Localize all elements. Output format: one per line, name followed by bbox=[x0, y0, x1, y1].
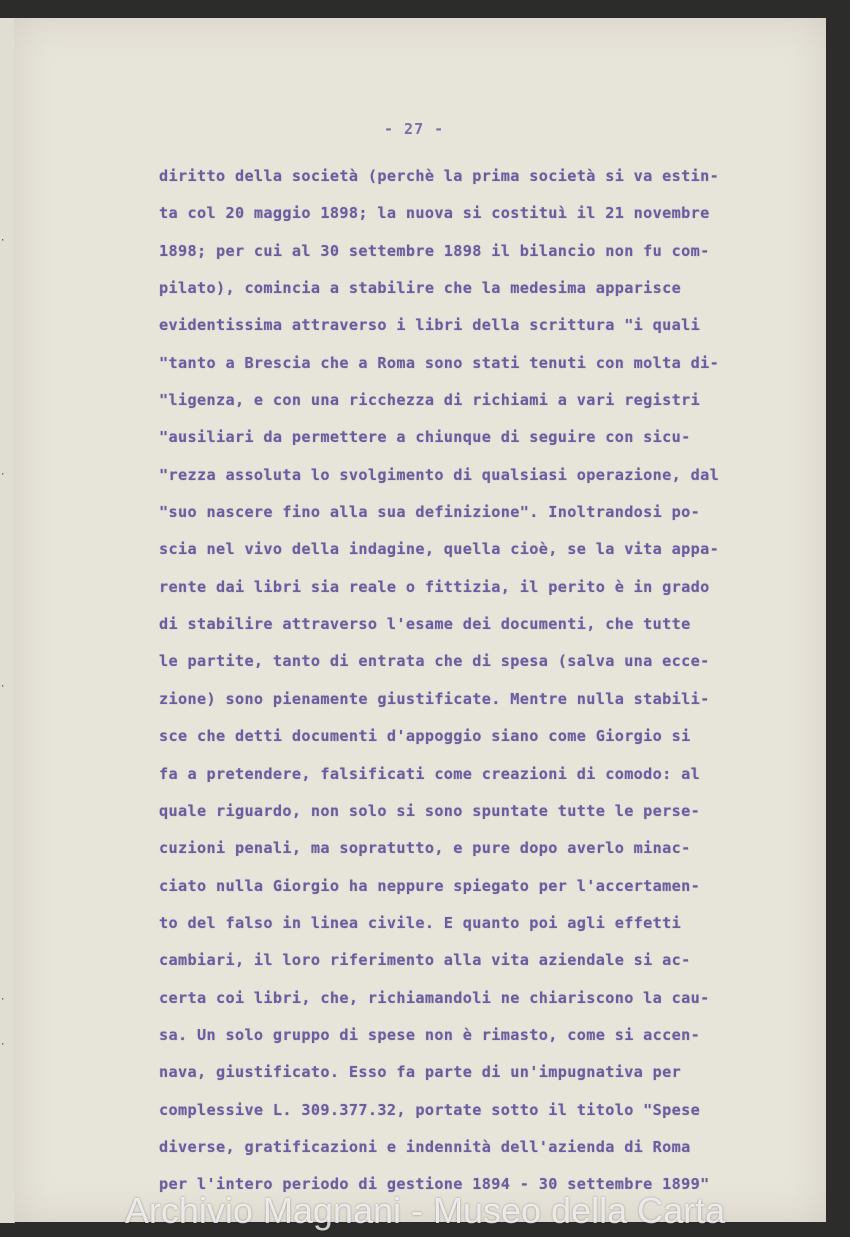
margin-mark: · bbox=[0, 236, 6, 246]
text-line: diverse, gratificazioni e indennità dell'azienda di Roma bbox=[159, 1137, 691, 1156]
text-line: evidentissima attraverso i libri della scrittura "i quali bbox=[159, 316, 701, 335]
text-line: "tanto a Brescia che a Roma sono stati tenuti con molta di- bbox=[159, 353, 720, 372]
text-line: diritto della società (perchè la prima società si va estin- bbox=[159, 167, 720, 185]
text-line: "rezza assoluta lo svolgimento di qualsiasi operazione, dal bbox=[159, 465, 720, 484]
text-line: "ausiliari da permettere a chiunque di seguire con sicu- bbox=[159, 428, 691, 447]
text-line: cambiari, il loro riferimento alla vita aziendale si ac- bbox=[159, 951, 691, 970]
text-line: ciato nulla Giorgio ha neppure spiegato per l'accertamen- bbox=[159, 876, 701, 895]
text-line: to del falso in linea civile. E quanto poi agli effetti bbox=[159, 913, 682, 932]
text-line: di stabilire attraverso l'esame dei documenti, che tutte bbox=[159, 615, 691, 634]
text-line: certa coi libri, che, richiamandoli ne chiariscono la cau- bbox=[159, 988, 710, 1007]
text-line: ta col 20 maggio 1898; la nuova si costituì il 21 novembre bbox=[159, 204, 710, 223]
text-line: nava, giustificato. Esso fa parte di un'impugnativa per bbox=[159, 1063, 682, 1082]
text-line: 1898; per cui al 30 settembre 1898 il bilancio non fu com- bbox=[159, 241, 710, 260]
text-line: sce che detti documenti d'appoggio siano come Giorgio si bbox=[159, 727, 691, 746]
margin-mark: · bbox=[0, 682, 6, 692]
text-line: le partite, tanto di entrata che di spesa (salva una ecce- bbox=[159, 652, 710, 671]
text-line: pilato), comincia a stabilire che la medesima apparisce bbox=[159, 279, 682, 298]
text-line: cuzioni penali, ma sopratutto, e pure dopo averlo minac- bbox=[159, 839, 691, 858]
text-line: zione) sono pienamente giustificate. Mentre nulla stabili- bbox=[159, 689, 710, 708]
text-line: fa a pretendere, falsificati come creazioni di comodo: al bbox=[159, 764, 701, 783]
archive-watermark: Archivio Magnani - Museo della Carta bbox=[124, 1190, 726, 1231]
text-line: scia nel vivo della indagine, quella cioè, se la vita appa- bbox=[159, 540, 720, 559]
text-line: rente dai libri sia reale o fittizia, il perito è in grado bbox=[159, 577, 710, 596]
page-number: - 27 - bbox=[384, 120, 445, 138]
text-line: quale riguardo, non solo si sono spuntate tutte le perse- bbox=[159, 801, 701, 820]
text-line: "suo nascere fino alla sua definizione". Inoltrandosi po- bbox=[159, 503, 701, 522]
margin-mark: · bbox=[0, 995, 6, 1005]
text-line: per l'intero periodo di gestione 1894 - 30 settembre 1899" bbox=[159, 1175, 710, 1194]
text-line: complessive L. 309.377.32, portate sotto il titolo "Spese bbox=[159, 1100, 701, 1119]
typewritten-text bbox=[159, 158, 819, 1204]
text-line: sa. Un solo gruppo di spese non è rimasto, come si accen- bbox=[159, 1025, 701, 1044]
margin-mark: · bbox=[0, 1040, 6, 1050]
margin-mark: · bbox=[0, 470, 6, 480]
text-line: "ligenza, e con una ricchezza di richiami a vari registri bbox=[159, 391, 701, 410]
